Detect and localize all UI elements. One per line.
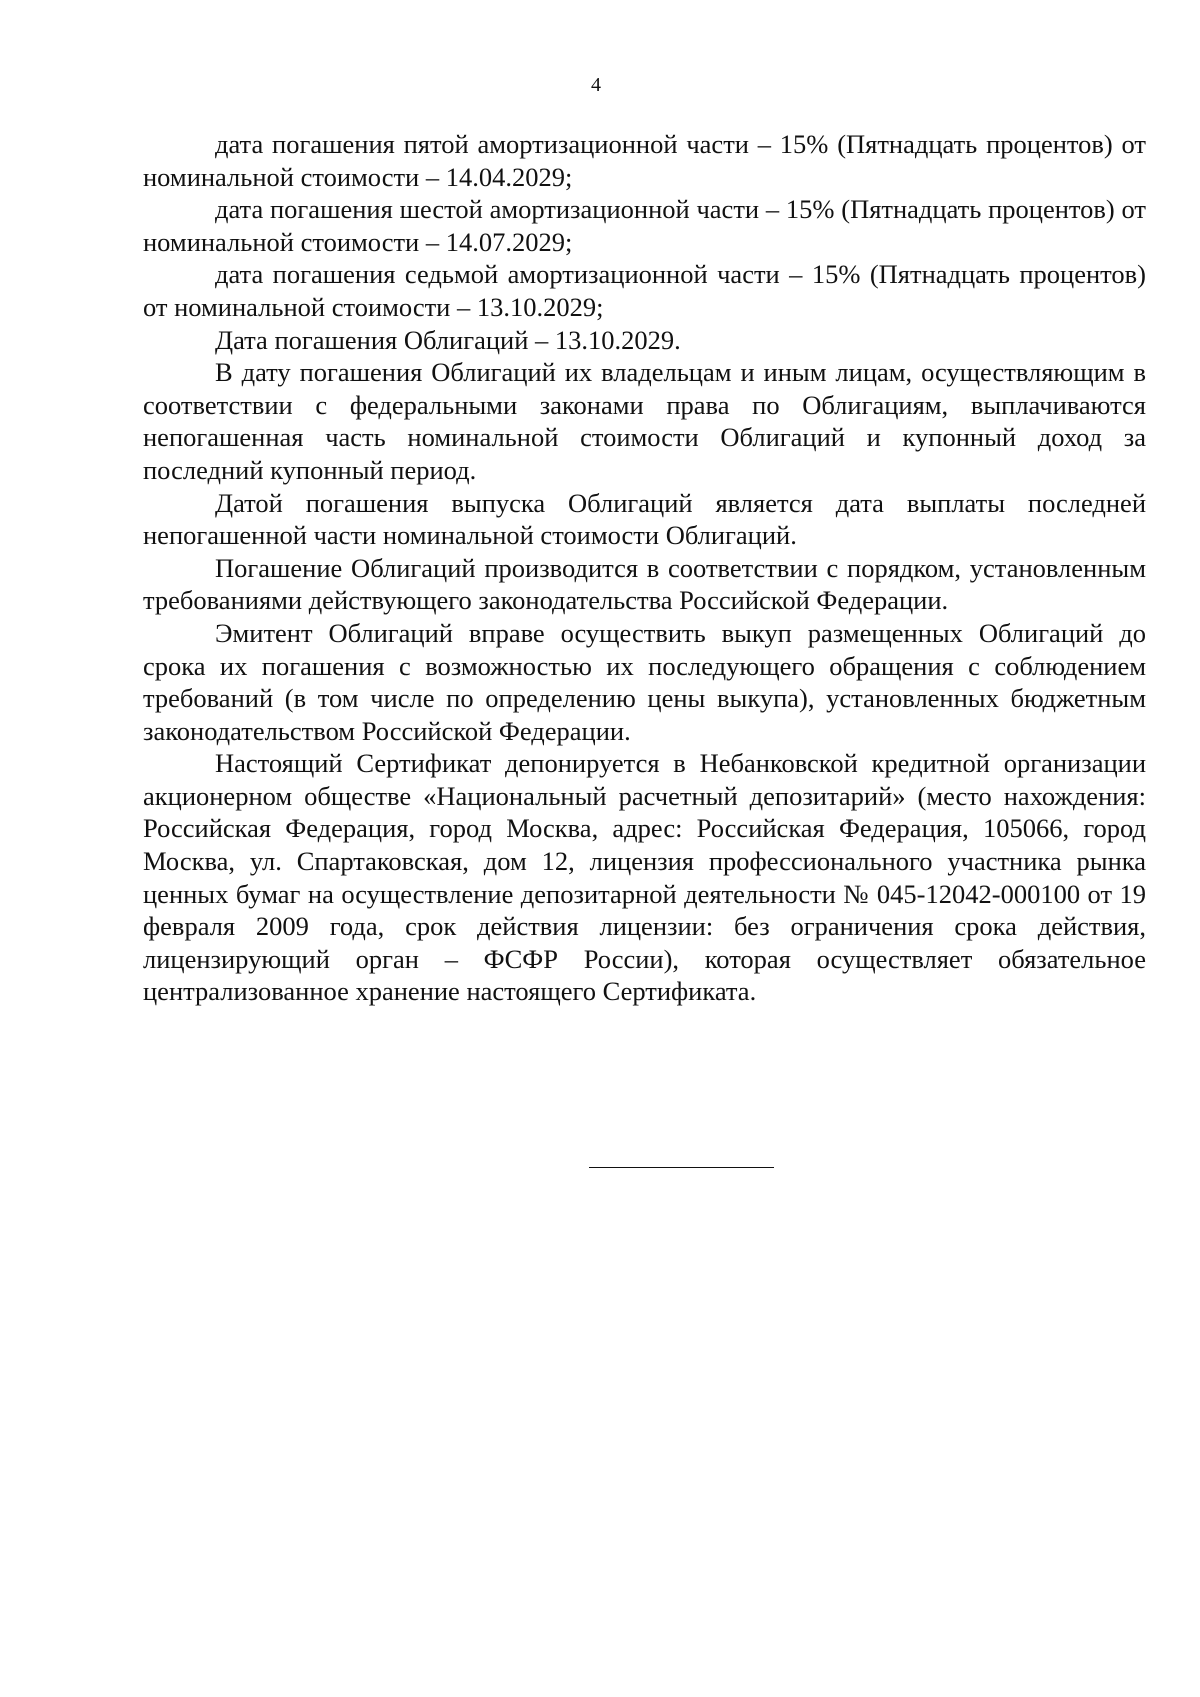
end-divider-line [589, 1167, 774, 1168]
paragraph-maturity-date: Дата погашения Облигаций – 13.10.2029. [215, 324, 681, 355]
paragraph-redemption-procedure: Погашение Облигаций производится в соответствии с порядком, установленным требованиями действующего законодательства Российской Федерации. [143, 552, 1146, 616]
paragraph-amortization-6: дата погашения шестой амортизационной части – 15% (Пятнадцать процентов) от номинальной стоимости – 14.07.2029; [143, 194, 1146, 257]
paragraph-maturity-payment: В дату погашения Облигаций их владельцам и иным лицам, осуществляющим в соответствии с федеральными законами права по Облигациям, выплачиваются непогашенная часть номинальной стоимости Облигаций и купонный доход за последний купонный период. [143, 357, 1146, 485]
page-number: 4 [591, 74, 601, 96]
paragraph-amortization-7: дата погашения седьмой амортизационной части – 15% (Пятнадцать процентов) от номинальной стоимости – 13.10.2029; [143, 259, 1146, 322]
paragraph-issue-maturity: Датой погашения выпуска Облигаций является дата выплаты последней непогашенной части номинальной стоимости Облигаций. [143, 487, 1146, 551]
document-body [143, 128, 1146, 1008]
paragraph-amortization-5: дата погашения пятой амортизационной части – 15% (Пятнадцать процентов) от номинальной стоимости – 14.04.2029; [143, 129, 1146, 192]
paragraph-buyback: Эмитент Облигаций вправе осуществить выкуп размещенных Облигаций до срока их погашения с возможностью их последующего обращения с соблюдением требований (в том числе по определению цены выкупа), установленных бюджетным законодательством Российской Федерации. [143, 617, 1146, 746]
paragraph-depository: Настоящий Сертификат депонируется в Небанковской кредитной организации акционерном обществе «Национальный расчетный депозитарий» (место нахождения: Российская Федерация, город Москва, адрес: Российская Федерация, 105066, город Москва, ул. Спартаковская, дом 12, лицензия профессионального участника рынка ценных бумаг на осуществление депозитарной деятельности № 045-12042-000100 от 19 февраля 2009 года, срок действия лицензии: без ограничения срока действия, лицензирующий орган – ФСФР России), которая осуществляет обязательное централизованное хранение настоящего Сертификата. [143, 748, 1146, 1007]
